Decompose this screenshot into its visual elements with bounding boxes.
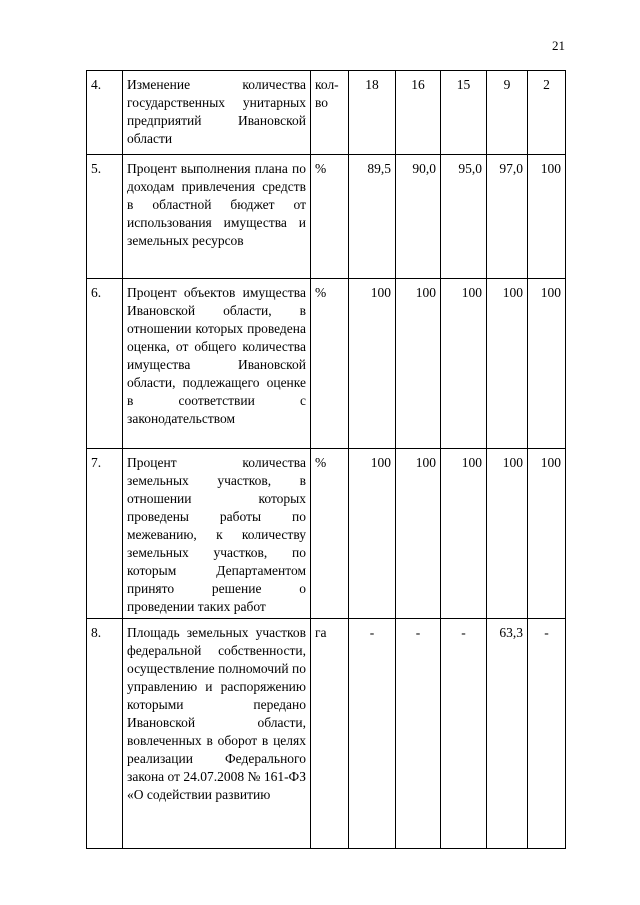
row-number: 7. (87, 449, 123, 619)
value-cell: - (441, 619, 487, 849)
value-cell: 2 (528, 71, 566, 155)
value-cell: 16 (396, 71, 441, 155)
value-cell: 100 (349, 449, 396, 619)
page-number: 21 (552, 38, 565, 53)
table-row (87, 449, 566, 619)
row-number: 8. (87, 619, 123, 849)
value-cell: 100 (528, 155, 566, 279)
indicator-name: Изменение количества государственных унитарных предприятий Ивановской области (123, 71, 311, 155)
unit-of-measure: кол-во (311, 71, 349, 155)
unit-of-measure: % (311, 279, 349, 449)
indicator-name: Процент объектов имущества Ивановской области, в отношении которых проведена оценка, от общего количества имущества Ивановской области, подлежащего оценке в соответствии с законодательством (123, 279, 311, 449)
value-cell: 100 (396, 449, 441, 619)
value-cell: 100 (441, 279, 487, 449)
value-cell: 15 (441, 71, 487, 155)
value-cell: 97,0 (487, 155, 528, 279)
indicators-table (86, 70, 566, 849)
value-cell: 89,5 (349, 155, 396, 279)
value-cell: 18 (349, 71, 396, 155)
value-cell: 100 (396, 279, 441, 449)
value-cell: 90,0 (396, 155, 441, 279)
indicator-name: Процент количества земельных участков, в отношении которых проведены работы по межеванию, к количеству земельных участков, по которым Департаментом принято решение о проведении таких работ (123, 449, 311, 619)
value-cell: 100 (528, 449, 566, 619)
indicator-name: Площадь земельных участков федеральной собственности, осуществление полномочий по управлению и распоряжению которыми передано Ивановской области, вовлеченных в оборот в целях реализации Федерального закона от 24.07.2008 № 161-ФЗ «О содействии развитию (123, 619, 311, 849)
table-row (87, 619, 566, 849)
value-cell: - (528, 619, 566, 849)
value-cell: 9 (487, 71, 528, 155)
value-cell: - (396, 619, 441, 849)
unit-of-measure: % (311, 449, 349, 619)
table-row (87, 71, 566, 155)
row-number: 5. (87, 155, 123, 279)
indicator-name: Процент выполнения плана по доходам привлечения средств в областной бюджет от использования имущества и земельных ресурсов (123, 155, 311, 279)
value-cell: 100 (349, 279, 396, 449)
value-cell: 100 (487, 279, 528, 449)
value-cell: 100 (441, 449, 487, 619)
value-cell: - (349, 619, 396, 849)
value-cell: 100 (487, 449, 528, 619)
row-number: 4. (87, 71, 123, 155)
table-row (87, 155, 566, 279)
unit-of-measure: га (311, 619, 349, 849)
row-number: 6. (87, 279, 123, 449)
unit-of-measure: % (311, 155, 349, 279)
table-row (87, 279, 566, 449)
value-cell: 100 (528, 279, 566, 449)
value-cell: 95,0 (441, 155, 487, 279)
value-cell: 63,3 (487, 619, 528, 849)
